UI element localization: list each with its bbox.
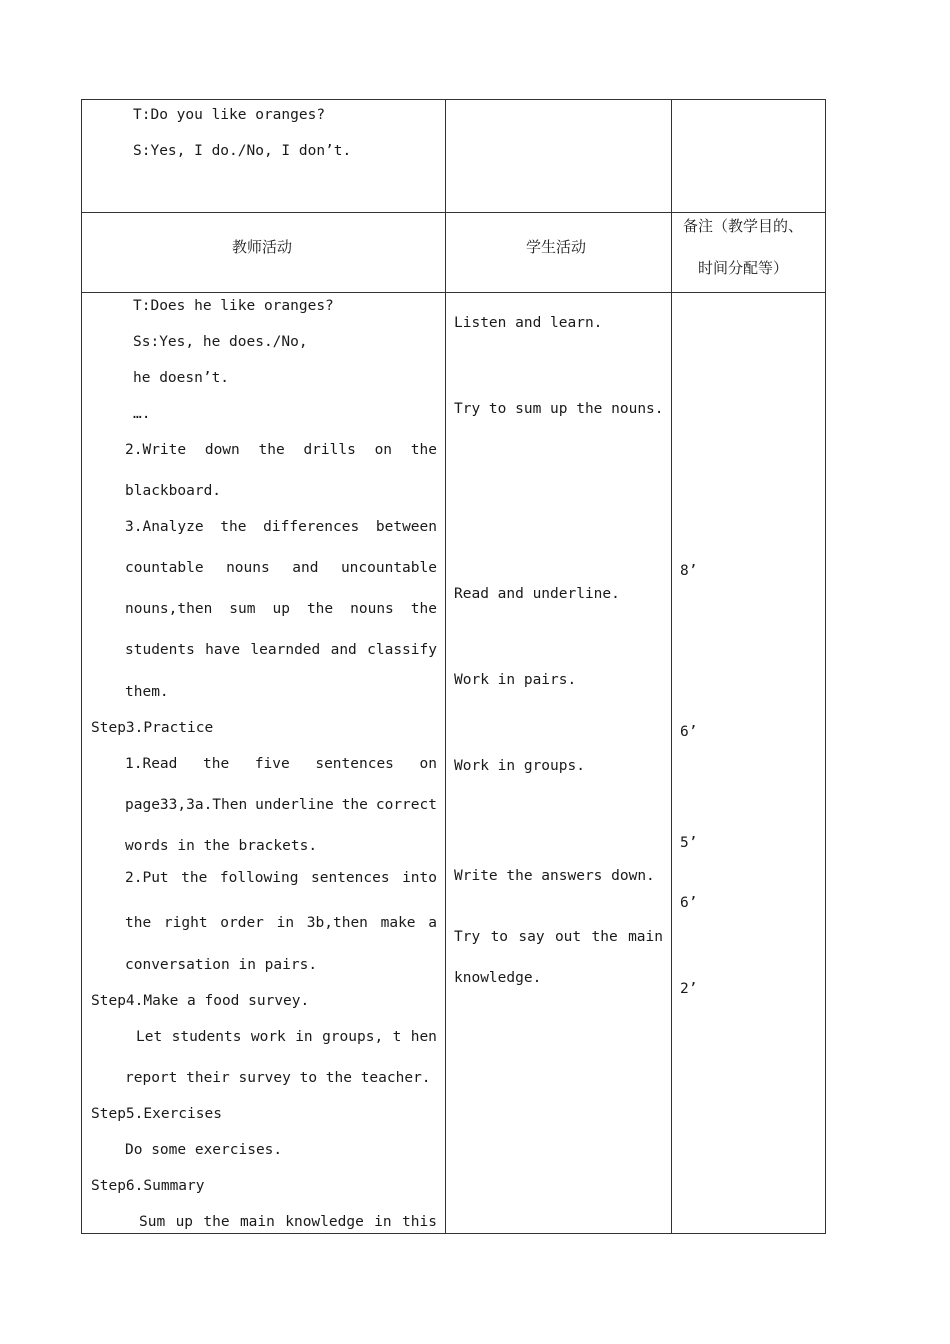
step-heading: Step6.Summary [91, 1178, 205, 1194]
teacher-line: Let students work in groups, t hen [136, 1029, 437, 1045]
step-heading: Step3.Practice [91, 720, 214, 736]
teacher-line: conversation in pairs. [125, 957, 318, 973]
column-divider [671, 100, 672, 1233]
student-line: Try to sum up the nouns. [454, 401, 664, 417]
step-heading: Step4.Make a food survey. [91, 993, 310, 1009]
time-allocation: 2’ [680, 981, 698, 997]
teacher-line: …. [133, 406, 151, 422]
teacher-line: T:Does he like oranges? [133, 298, 334, 314]
teacher-line: words in the brackets. [125, 838, 318, 854]
student-line: Read and underline. [454, 586, 620, 602]
row-divider [82, 292, 825, 293]
student-line: Work in pairs. [454, 672, 577, 688]
student-line: Work in groups. [454, 758, 585, 774]
notes-header: 备注（教学目的、 [683, 217, 804, 235]
teacher-line: report their survey to the teacher. [125, 1070, 431, 1086]
teacher-line: Do some exercises. [125, 1142, 283, 1158]
teacher-line: students have learnded and classify [125, 642, 437, 658]
time-allocation: 5’ [680, 835, 698, 851]
time-allocation: 6’ [680, 895, 698, 911]
column-divider [445, 100, 446, 1233]
teacher-line: he doesn’t. [133, 370, 230, 386]
notes-header: 时间分配等） [698, 259, 789, 277]
teacher-activity-header: 教师活动 [232, 238, 293, 256]
dialogue-line: T:Do you like oranges? [133, 107, 326, 123]
teacher-line: 2.Write down the drills on the [125, 442, 437, 458]
time-allocation: 8’ [680, 563, 698, 579]
student-line: Write the answers down. [454, 868, 655, 884]
teacher-line: 3.Analyze the differences between [125, 519, 437, 535]
lesson-plan-table [81, 99, 826, 1234]
dialogue-line: S:Yes, I do./No, I don’t. [133, 143, 352, 159]
teacher-line: countable nouns and uncountable [125, 560, 437, 576]
teacher-line: them. [125, 684, 169, 700]
student-line: Listen and learn. [454, 315, 603, 331]
teacher-line: blackboard. [125, 483, 222, 499]
time-allocation: 6’ [680, 724, 698, 740]
row-divider [82, 212, 825, 213]
teacher-line: Sum up the main knowledge in this [139, 1214, 437, 1230]
teacher-line: Ss:Yes, he does./No, [133, 334, 308, 350]
teacher-line: 2.Put the following sentences into [125, 870, 437, 886]
teacher-line: nouns,then sum up the nouns the [125, 601, 437, 617]
teacher-line: 1.Read the five sentences on [125, 756, 437, 772]
teacher-line: page33,3a.Then underline the correct [125, 797, 437, 813]
student-line: knowledge. [454, 970, 542, 986]
student-activity-header: 学生活动 [526, 238, 587, 256]
student-line: Try to say out the main [454, 929, 663, 945]
step-heading: Step5.Exercises [91, 1106, 222, 1122]
teacher-line: the right order in 3b,then make a [125, 915, 437, 931]
